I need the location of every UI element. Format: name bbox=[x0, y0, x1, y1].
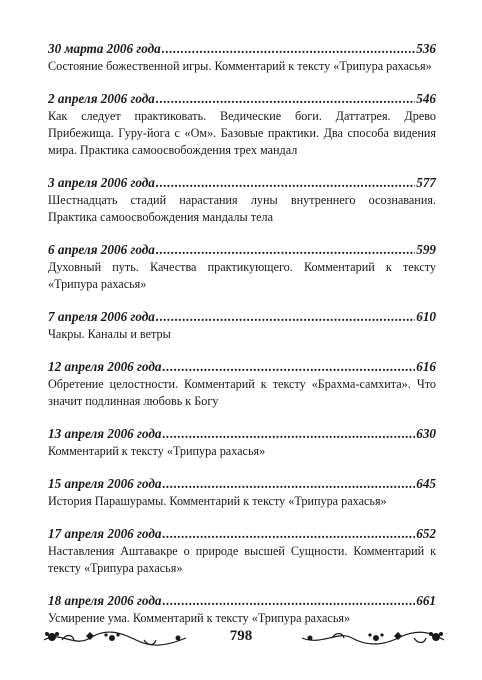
entry-page-number: 661 bbox=[416, 593, 436, 608]
entry-page-number: 577 bbox=[416, 175, 436, 190]
toc-entry bbox=[48, 40, 436, 75]
dot-leader bbox=[156, 90, 415, 107]
entry-description: Чакры. Каналы и ветры bbox=[48, 327, 171, 341]
entry-description: Состояние божественной игры. Комментарий к тексту «Трипура рахасья» bbox=[48, 59, 432, 73]
entry-description: Духовный путь. Качества практикующего. Комментарий к тексту «Трипура рахасья» bbox=[48, 260, 436, 291]
entry-date: 12 апреля 2006 года bbox=[48, 359, 162, 374]
page-footer bbox=[0, 624, 482, 652]
page-number: 798 bbox=[229, 628, 253, 644]
dot-leader bbox=[156, 241, 415, 258]
entry-date: 6 апреля 2006 года bbox=[48, 242, 155, 257]
entry-heading bbox=[48, 425, 436, 442]
entry-heading bbox=[48, 475, 436, 492]
entry-heading bbox=[48, 174, 436, 191]
toc-entry bbox=[48, 592, 436, 627]
dot-leader bbox=[162, 475, 415, 492]
entry-description: История Парашурамы. Комментарий к тексту «Трипура рахасья» bbox=[48, 494, 387, 508]
entry-description: Обретение целостности. Комментарий к тексту «Брахма-самхита». Что значит подлинная любовь к Богу bbox=[48, 377, 436, 408]
entry-heading bbox=[48, 592, 436, 609]
toc-entry bbox=[48, 241, 436, 293]
entry-date: 2 апреля 2006 года bbox=[48, 91, 155, 106]
dot-leader bbox=[156, 308, 415, 325]
dot-leader bbox=[162, 40, 415, 57]
entry-heading bbox=[48, 241, 436, 258]
toc-entry bbox=[48, 90, 436, 159]
entry-date: 3 апреля 2006 года bbox=[48, 175, 155, 190]
toc-entry bbox=[48, 308, 436, 343]
entry-page-number: 630 bbox=[416, 426, 436, 441]
dot-leader bbox=[162, 592, 415, 609]
toc-entry bbox=[48, 425, 436, 460]
entry-description: Как следует практиковать. Ведические боги. Даттатрея. Древо Прибежища. Гуру-йога с «Ом». Базовые практики. Два способа видения мира. Практика самоосвобождения трех мандал bbox=[48, 109, 436, 157]
toc-entry bbox=[48, 358, 436, 410]
entry-page-number: 599 bbox=[416, 242, 436, 257]
entry-description: Наставления Аштавакре о природе высшей Сущности. Комментарий к тексту «Трипура рахасья» bbox=[48, 544, 436, 575]
toc-entry bbox=[48, 475, 436, 510]
entry-page-number: 610 bbox=[416, 309, 436, 324]
entry-page-number: 546 bbox=[416, 91, 436, 106]
entry-heading bbox=[48, 90, 436, 107]
entry-heading bbox=[48, 308, 436, 325]
entry-description: Комментарий к тексту «Трипура рахасья» bbox=[48, 444, 266, 458]
dot-leader bbox=[156, 174, 415, 191]
entry-date: 7 апреля 2006 года bbox=[48, 309, 155, 324]
entry-description: Шестнадцать стадий нарастания луны внутреннего осознавания. Практика самоосвобождения мандалы тела bbox=[48, 193, 436, 224]
floral-flourish-icon bbox=[298, 626, 448, 650]
toc-page bbox=[48, 40, 436, 642]
entry-page-number: 616 bbox=[416, 359, 436, 374]
toc-entry bbox=[48, 525, 436, 577]
entry-heading bbox=[48, 525, 436, 542]
entry-page-number: 652 bbox=[416, 526, 436, 541]
entry-date: 30 марта 2006 года bbox=[48, 41, 161, 56]
entry-heading bbox=[48, 358, 436, 375]
toc-entry bbox=[48, 174, 436, 226]
entry-date: 18 апреля 2006 года bbox=[48, 593, 162, 608]
entry-date: 15 апреля 2006 года bbox=[48, 476, 162, 491]
entry-description: Усмирение ума. Комментарий к тексту «Трипура рахасья» bbox=[48, 611, 351, 625]
dot-leader bbox=[162, 425, 415, 442]
entry-page-number: 536 bbox=[416, 41, 436, 56]
entry-heading bbox=[48, 40, 436, 57]
dot-leader bbox=[162, 358, 415, 375]
entry-date: 13 апреля 2006 года bbox=[48, 426, 162, 441]
entry-page-number: 645 bbox=[416, 476, 436, 491]
dot-leader bbox=[162, 525, 415, 542]
entry-date: 17 апреля 2006 года bbox=[48, 526, 162, 541]
